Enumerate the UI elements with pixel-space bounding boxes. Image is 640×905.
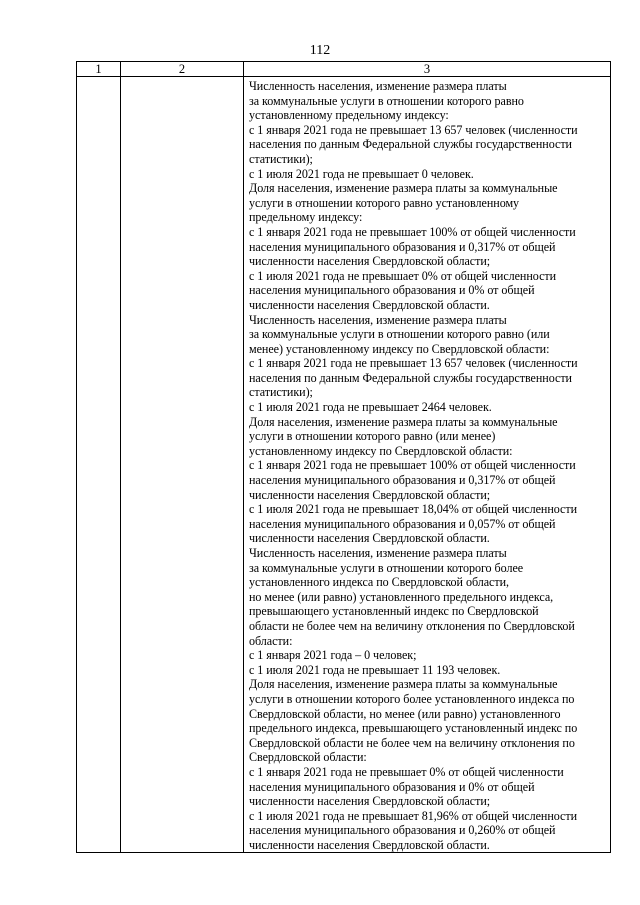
- text-line: с 1 января 2021 года – 0 человек;: [249, 648, 417, 663]
- table-header-row: [77, 62, 611, 77]
- text-line: численности населения Свердловской области;: [249, 794, 491, 809]
- cell-text: [249, 79, 606, 852]
- text-line: за коммунальные услуги в отношении которого более: [249, 560, 524, 575]
- text-line: за коммунальные услуги в отношении которого равно: [249, 93, 524, 108]
- text-line: численности населения Свердловской области.: [249, 531, 490, 546]
- document-table: [76, 61, 611, 853]
- text-line: Свердловской области:: [249, 750, 367, 765]
- text-line: с 1 июля 2021 года не превышает 2464 человек.: [249, 400, 492, 415]
- text-line: но менее (или равно) установленного предельного индекса,: [249, 589, 554, 604]
- text-line: с 1 июля 2021 года не превышает 11 193 человек.: [249, 662, 501, 677]
- table-row: [77, 77, 611, 853]
- text-line: установленному индексу по Свердловской области:: [249, 443, 513, 458]
- text-line: услуги в отношении которого более установленного индекса по: [249, 691, 575, 706]
- text-line: населения муниципального образования и 0,260% от общей: [249, 823, 556, 838]
- text-line: Свердловской области, но менее (или равно) установленного: [249, 706, 561, 721]
- text-line: за коммунальные услуги в отношении которого равно (или: [249, 327, 550, 342]
- text-line: населения по данным Федеральной службы государственности: [249, 370, 572, 385]
- text-line: с 1 июля 2021 года не превышает 0% от общей численности: [249, 268, 557, 283]
- text-line: с 1 июля 2021 года не превышает 18,04% от общей численности: [249, 502, 578, 517]
- text-line: статистики);: [249, 151, 313, 166]
- text-line: превышающего установленный индекс по Свердловской: [249, 604, 539, 619]
- text-line: Доля населения, изменение размера платы за коммунальные: [249, 414, 558, 429]
- text-line: с 1 января 2021 года не превышает 100% от общей численности: [249, 224, 576, 239]
- text-line: Численность населения, изменение размера платы: [249, 79, 507, 93]
- text-line: услуги в отношении которого равно установленному: [249, 195, 520, 210]
- text-line: населения муниципального образования и 0,057% от общей: [249, 516, 556, 531]
- text-line: с 1 июля 2021 года не превышает 0 человек.: [249, 166, 474, 181]
- text-line: с 1 января 2021 года не превышает 100% от общей численности: [249, 458, 576, 473]
- text-line: численности населения Свердловской области.: [249, 297, 490, 312]
- text-line: населения муниципального образования и 0% от общей: [249, 779, 535, 794]
- text-line: численности населения Свердловской области.: [249, 837, 490, 852]
- text-line: численности населения Свердловской области;: [249, 487, 491, 502]
- text-line: менее) установленному индексу по Свердловской области:: [249, 341, 550, 356]
- text-line: численности населения Свердловской области;: [249, 254, 491, 269]
- text-line: населения муниципального образования и 0,317% от общей: [249, 239, 556, 254]
- text-line: Доля населения, изменение размера платы за коммунальные: [249, 677, 558, 692]
- column-header-1: 1: [77, 62, 121, 77]
- text-line: Свердловской области не более чем на величину отклонения по: [249, 735, 575, 750]
- column-header-3: 3: [244, 62, 611, 77]
- text-line: предельному индексу:: [249, 210, 363, 225]
- text-line: Численность населения, изменение размера платы: [249, 312, 507, 327]
- text-line: с 1 января 2021 года не превышает 0% от общей численности: [249, 764, 564, 779]
- text-line: статистики);: [249, 385, 313, 400]
- text-line: установленному предельному индексу:: [249, 108, 449, 123]
- column-header-2: 2: [121, 62, 244, 77]
- cell-column-3: [244, 77, 611, 853]
- page-number: 112: [309, 43, 331, 58]
- text-line: предельного индекса, превышающего установленный индекс по: [249, 721, 578, 736]
- cell-column-2: [121, 77, 244, 853]
- text-line: с 1 июля 2021 года не превышает 81,96% от общей численности: [249, 808, 578, 823]
- text-line: с 1 января 2021 года не превышает 13 657 человек (численности: [249, 122, 578, 137]
- text-line: Доля населения, изменение размера платы за коммунальные: [249, 181, 558, 196]
- text-line: установленного индекса по Свердловской области,: [249, 575, 510, 590]
- cell-column-1: [77, 77, 121, 853]
- text-line: населения муниципального образования и 0% от общей: [249, 283, 535, 298]
- text-line: населения по данным Федеральной службы государственности: [249, 137, 572, 152]
- text-line: области:: [249, 633, 293, 648]
- text-line: Численность населения, изменение размера платы: [249, 546, 507, 560]
- text-line: услуги в отношении которого равно (или менее): [249, 429, 496, 444]
- text-line: с 1 января 2021 года не превышает 13 657 человек (численности: [249, 356, 578, 371]
- text-line: области не более чем на величину отклонения по Свердловской: [249, 618, 575, 633]
- text-line: населения муниципального образования и 0,317% от общей: [249, 473, 556, 488]
